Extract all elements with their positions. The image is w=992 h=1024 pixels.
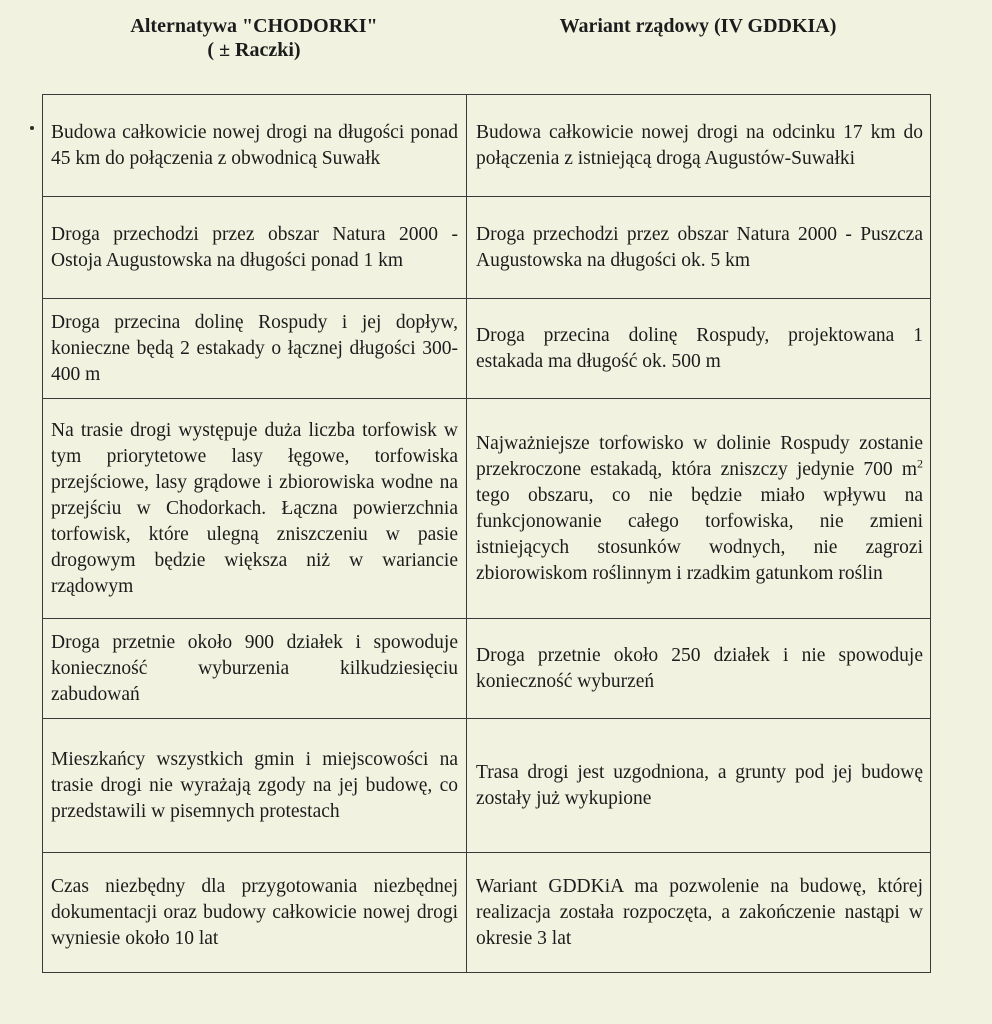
right-heading-title: Wariant rządowy (IV GDDKIA) [559,15,837,37]
table-row [43,619,931,719]
comparison-table [42,94,931,973]
left-cell: Mieszkańcy wszystkich gmin i miejscowości na trasie drogi nie wyrażają zgody na jej budowę, co przedstawili w pisemnych protestach [43,719,467,853]
table-row [43,197,931,299]
left-cell: Droga przecina dolinę Rospudy i jej dopływ, konieczne będą 2 estakady o łącznej długości 300-400 m [43,299,467,399]
left-heading-subtitle: ( ± Raczki) [207,39,301,61]
table-row [43,299,931,399]
right-cell: Trasa drogi jest uzgodniona, a grunty pod jej budowę zostały już wykupione [467,719,931,853]
left-column-heading [42,14,466,62]
right-cell-text: Najważniejsze torfowisko w dolinie Rospudy zostanie przekroczone estakadą, która zniszczy jedynie 700 m [476,432,923,480]
left-cell: Droga przetnie około 900 działek i spowoduje konieczność wyburzenia kilkudziesięciu zabudowań [43,619,467,719]
left-heading-title: Alternatywa "CHODORKI" [130,15,378,37]
right-cell: Budowa całkowicie nowej drogi na odcinku 17 km do połączenia z istniejącą drogą Augustów-Suwałki [467,95,931,197]
left-cell: Na trasie drogi występuje duża liczba torfowisk w tym priorytetowe lasy łęgowe, torfowiska przejściowe, lasy grądowe i zbiorowiska wodne na przejściu w Chodorkach. Łączna powierzchnia torfowisk, które ulegną zniszczeniu w pasie drogowym będzie większa niż w wariancie rządowym [43,399,467,619]
right-cell: Droga przecina dolinę Rospudy, projektowana 1 estakada ma długość ok. 500 m [467,299,931,399]
right-cell [467,399,931,619]
table-row [43,95,931,197]
table-row [43,719,931,853]
left-cell: Budowa całkowicie nowej drogi na długości ponad 45 km do połączenia z obwodnicą Suwałk [43,95,467,197]
table-row [43,853,931,973]
left-cell: Czas niezbędny dla przygotowania niezbędnej dokumentacji oraz budowy całkowicie nowej drogi wyniesie około 10 lat [43,853,467,973]
left-cell: Droga przechodzi przez obszar Natura 2000 - Ostoja Augustowska na długości ponad 1 km [43,197,467,299]
table-row [43,399,931,619]
right-column-heading [466,14,930,38]
bullet-dot [30,126,34,130]
right-cell: Droga przechodzi przez obszar Natura 2000 - Puszcza Augustowska na długości ok. 5 km [467,197,931,299]
right-cell-text-cont: tego obszaru, co nie będzie miało wpływu na funkcjonowanie całego torfowiska, nie zmieni istniejących stosunków wodnych, nie zagrozi zbiorowiskom roślinnym i rzadkim gatunkom roślin [476,484,923,584]
right-cell: Droga przetnie około 250 działek i nie spowoduje konieczność wyburzeń [467,619,931,719]
superscript: 2 [917,456,923,470]
right-cell: Wariant GDDKiA ma pozwolenie na budowę, której realizacja została rozpoczęta, a zakończenie nastąpi w okresie 3 lat [467,853,931,973]
